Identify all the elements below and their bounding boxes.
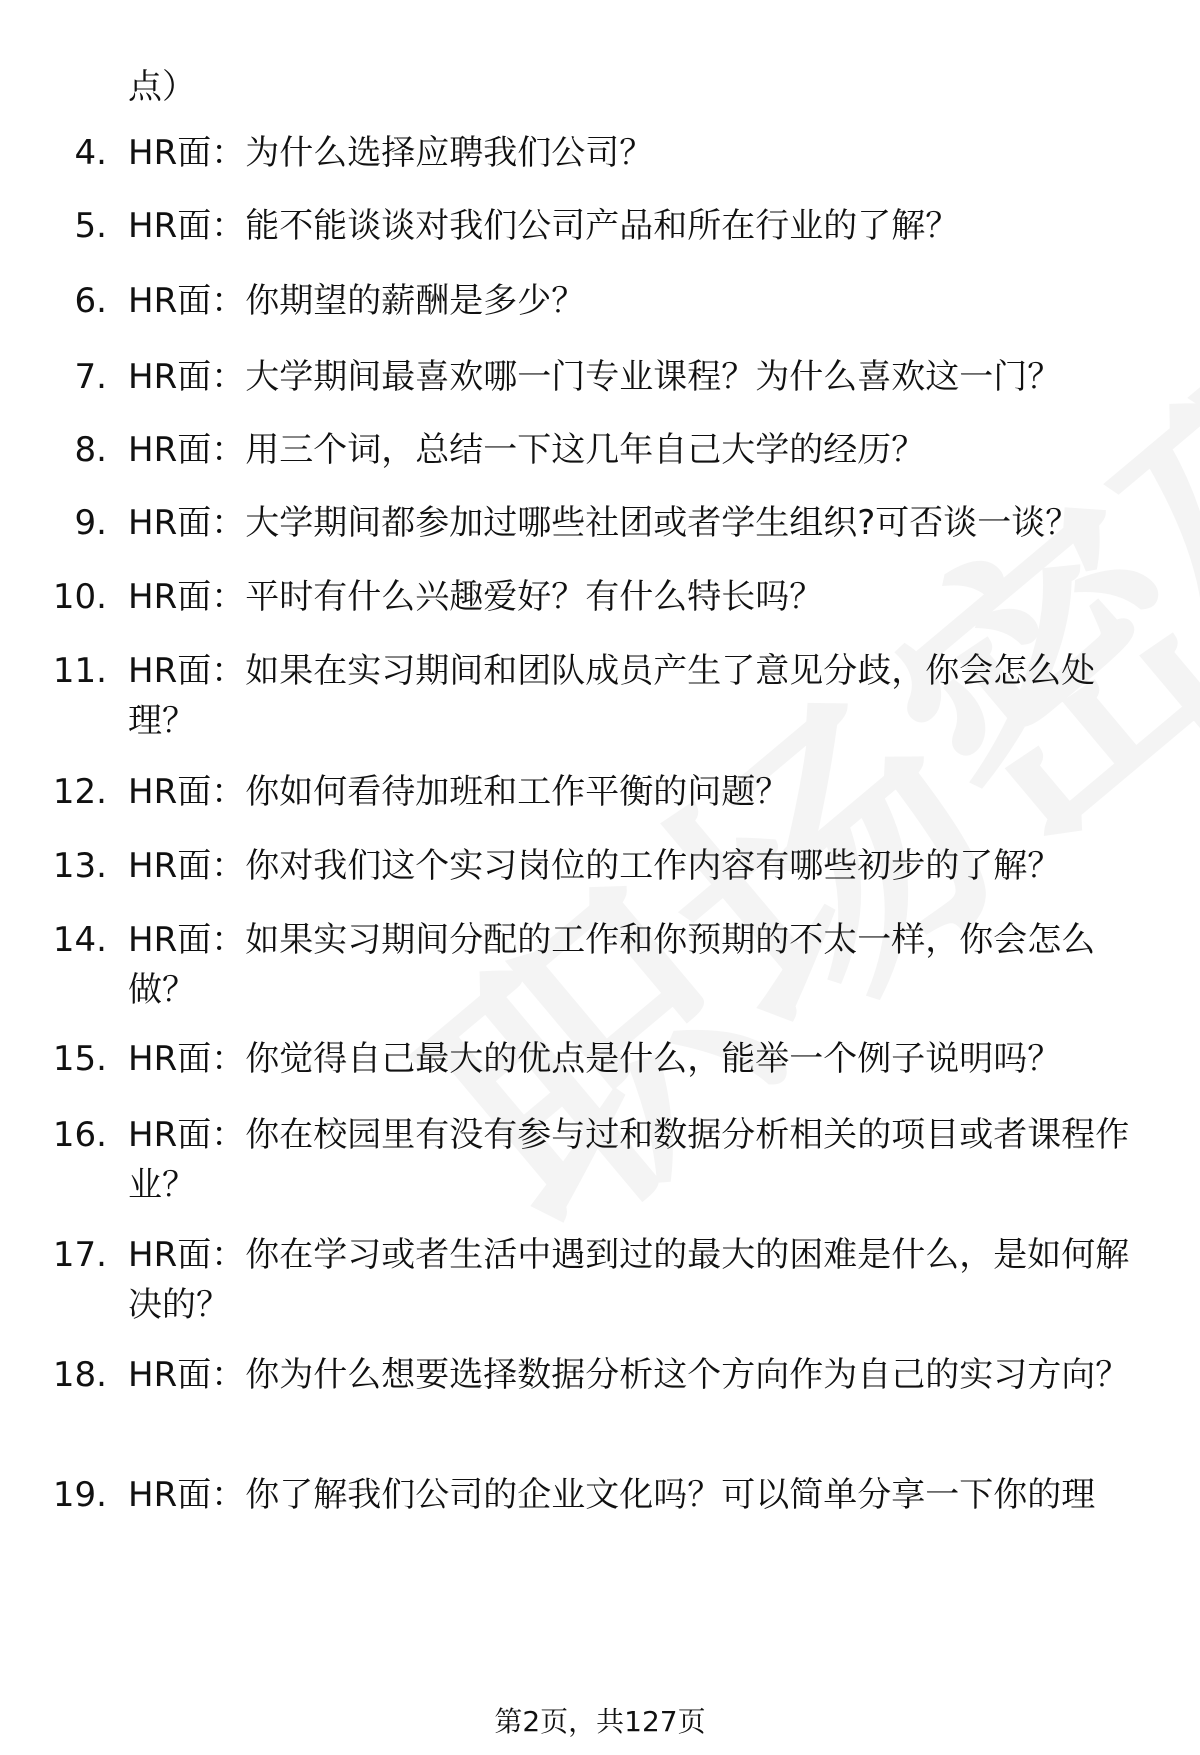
- list-item-text: HR面：为什么选择应聘我们公司？: [128, 133, 654, 173]
- list-item-text: HR面：你期望的薪酬是多少？: [128, 281, 586, 321]
- list-item-text: HR面：能不能谈谈对我们公司产品和所在行业的了解？: [128, 206, 960, 246]
- list-item-text: HR面：你为什么想要选择数据分析这个方向作为自己的实习方向？: [128, 1355, 1130, 1395]
- list-item-number: 8.: [74, 430, 107, 470]
- list-item-text: HR面：平时有什么兴趣爱好？有什么特长吗？: [128, 577, 824, 617]
- list-item-text: HR面：你了解我们公司的企业文化吗？可以简单分享一下你的理: [128, 1475, 1096, 1515]
- list-item-number: 9.: [74, 503, 107, 543]
- list-item-number: 14.: [52, 920, 107, 960]
- carry-over-text: 点）: [128, 67, 196, 107]
- list-item-text: HR面：大学期间都参加过哪些社团或者学生组织?可否谈一谈？: [128, 503, 1080, 543]
- list-item-number: 15.: [52, 1039, 107, 1079]
- list-item-text: HR面：如果实习期间分配的工作和你预期的不太一样，你会怎么做？: [128, 920, 1096, 1010]
- list-item-number: 5.: [74, 206, 107, 246]
- list-item-text: HR面：用三个词，总结一下这几年自己大学的经历？: [128, 430, 926, 470]
- list-item-text: HR面：你对我们这个实习岗位的工作内容有哪些初步的了解？: [128, 846, 1062, 886]
- list-item-text: HR面：你如何看待加班和工作平衡的问题？: [128, 772, 790, 812]
- list-item-text: HR面：大学期间最喜欢哪一门专业课程？为什么喜欢这一门？: [128, 357, 1062, 397]
- list-item-number: 13.: [52, 846, 107, 886]
- list-item-number: 11.: [52, 651, 107, 691]
- list-item-number: 7.: [74, 357, 107, 397]
- page-footer: 第2页，共127页: [494, 1705, 706, 1738]
- list-item-number: 10.: [52, 577, 107, 617]
- list-item-text: HR面：如果在实习期间和团队成员产生了意见分歧，你会怎么处理？: [128, 651, 1096, 741]
- list-item-number: 6.: [74, 281, 107, 321]
- list-item-number: 18.: [52, 1355, 107, 1395]
- list-item-text: HR面：你在学习或者生活中遇到过的最大的困难是什么，是如何解决的？: [128, 1235, 1130, 1325]
- list-item-number: 17.: [52, 1235, 107, 1275]
- list-item-number: 16.: [52, 1115, 107, 1155]
- list-item-text: HR面：你在校园里有没有参与过和数据分析相关的项目或者课程作业？: [128, 1115, 1130, 1205]
- list-item-number: 4.: [74, 133, 107, 173]
- list-item-number: 12.: [52, 772, 107, 812]
- list-item-text: HR面：你觉得自己最大的优点是什么，能举一个例子说明吗？: [128, 1039, 1062, 1079]
- list-item-number: 19.: [52, 1475, 107, 1515]
